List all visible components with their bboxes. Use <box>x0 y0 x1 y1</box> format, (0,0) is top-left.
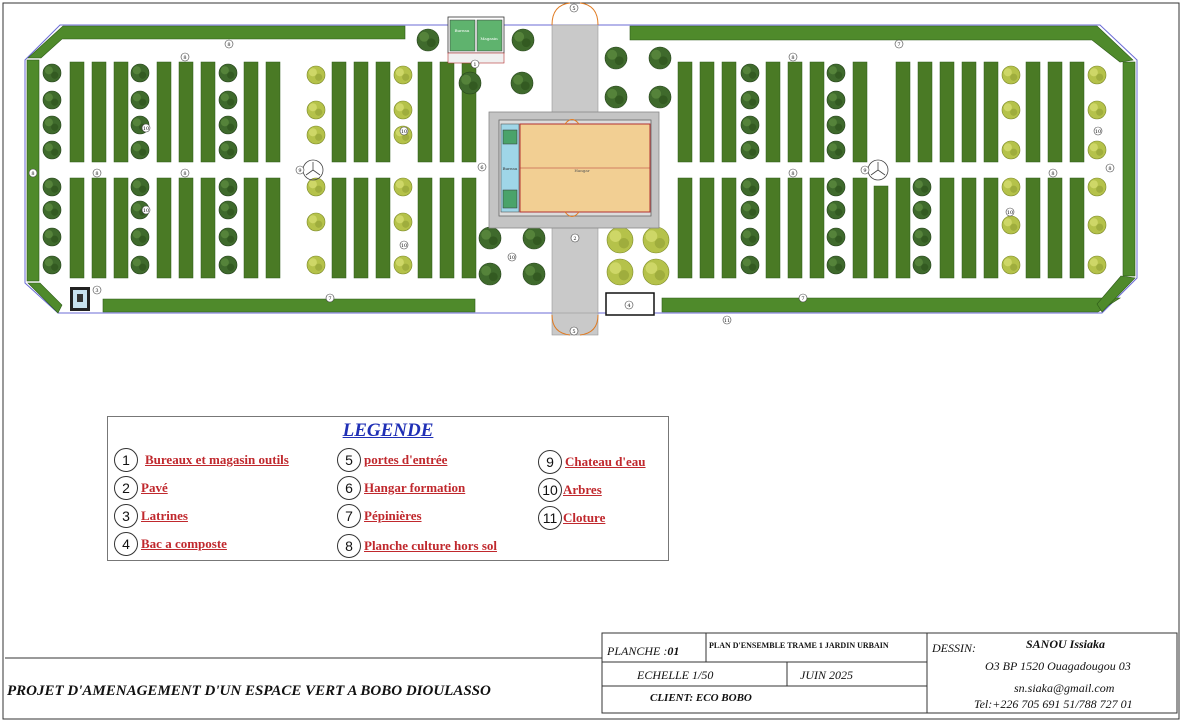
callout-marker <box>625 301 633 309</box>
callout-number: 8 <box>1051 171 1055 177</box>
hangar-building <box>499 120 651 217</box>
shrub-icon <box>394 101 412 119</box>
shrub-icon <box>1088 216 1106 234</box>
shrub-icon <box>307 66 325 84</box>
tree-icon <box>827 178 845 196</box>
tree-icon <box>741 64 759 82</box>
legend-label: Planche culture hors sol <box>364 538 498 553</box>
legend-number: 11 <box>538 506 562 530</box>
culture-bed <box>179 62 193 162</box>
callout-number: 11 <box>723 318 731 324</box>
callout-marker <box>181 53 189 61</box>
shrub-icon <box>1002 256 1020 274</box>
legend-label: Pavé <box>141 480 168 495</box>
tree-icon <box>131 141 149 159</box>
callout-marker <box>508 253 516 261</box>
callout-number: 8 <box>31 171 35 177</box>
tree-icon <box>131 256 149 274</box>
shrub-icon <box>307 126 325 144</box>
tree-icon <box>649 86 671 108</box>
culture-bed <box>853 178 867 278</box>
callout-number: 8 <box>791 55 795 61</box>
shrub-icon <box>1088 178 1106 196</box>
tree-icon <box>219 256 237 274</box>
callout-number: 6 <box>480 165 484 171</box>
shrub-icon <box>307 256 325 274</box>
tree-icon <box>219 141 237 159</box>
culture-bed <box>984 62 998 162</box>
legend-number: 3 <box>114 504 138 528</box>
culture-bed <box>788 62 802 162</box>
callout-number: 5 <box>572 329 576 335</box>
callout-number: 10 <box>508 255 516 261</box>
shrub-icon <box>607 227 633 253</box>
sheet-title: PLAN D'ENSEMBLE TRAME 1 JARDIN URBAIN <box>709 641 889 650</box>
callout-marker <box>296 166 304 174</box>
callout-number: 1 <box>473 62 477 68</box>
tree-icon <box>131 91 149 109</box>
author-phone: Tel:+226 705 691 51/788 727 01 <box>974 697 1133 711</box>
tree-icon <box>741 116 759 134</box>
culture-bed <box>940 62 954 162</box>
tree-icon <box>43 256 61 274</box>
legend-title: LEGENDE <box>342 420 434 441</box>
legend-number: 5 <box>337 448 361 472</box>
legend-number: 10 <box>538 478 562 502</box>
culture-bed <box>788 178 802 278</box>
callout-marker <box>723 316 731 324</box>
callout-number: 10 <box>400 129 408 135</box>
callout-marker <box>29 169 37 177</box>
culture-bed <box>853 62 867 162</box>
callout-marker <box>789 169 797 177</box>
callout-marker <box>400 241 408 249</box>
culture-bed <box>114 62 128 162</box>
culture-bed <box>678 62 692 162</box>
shrub-icon <box>607 259 633 285</box>
tree-icon <box>827 141 845 159</box>
dessin-label: DESSIN: <box>932 641 976 655</box>
callout-number: 10 <box>1006 210 1014 216</box>
legend-number: 9 <box>538 450 562 474</box>
culture-bed <box>1026 178 1040 278</box>
callout-number: 8 <box>183 171 187 177</box>
author-email: sn.siaka@gmail.com <box>1014 681 1115 695</box>
callout-number: 10 <box>1094 129 1102 135</box>
culture-bed <box>244 178 258 278</box>
client-text: CLIENT: ECO BOBO <box>650 692 752 704</box>
scale-text: ECHELLE 1/50 <box>637 668 714 682</box>
tree-icon <box>219 116 237 134</box>
tree-icon <box>741 91 759 109</box>
callout-number: 7 <box>328 296 332 302</box>
tree-icon <box>827 116 845 134</box>
culture-bed <box>354 178 368 278</box>
culture-bed <box>201 62 215 162</box>
callout-number: 4 <box>627 303 631 309</box>
legend-label: Hangar formation <box>364 480 466 495</box>
shrub-icon <box>1088 101 1106 119</box>
culture-bed <box>1026 62 1040 162</box>
project-title: PROJET D'AMENAGEMENT D'UN ESPACE VERT A BOBO DIOULASSO <box>7 683 491 699</box>
legend-label: Latrines <box>141 508 188 523</box>
tree-icon <box>741 228 759 246</box>
shrub-icon <box>1002 178 1020 196</box>
culture-bed <box>201 178 215 278</box>
tree-icon <box>523 263 545 285</box>
legend-label: portes d'entrée <box>364 452 448 467</box>
tree-icon <box>741 201 759 219</box>
planche-number: 01 <box>667 644 680 658</box>
date-text: JUIN 2025 <box>800 668 853 682</box>
callout-number: 3 <box>95 288 99 294</box>
callout-number: 7 <box>801 296 805 302</box>
shrub-icon <box>1088 256 1106 274</box>
callout-marker <box>570 4 578 12</box>
culture-bed <box>244 62 258 162</box>
tree-icon <box>43 141 61 159</box>
office-store-building <box>448 17 504 63</box>
callout-marker <box>142 206 150 214</box>
tree-icon <box>827 91 845 109</box>
callout-number: 9 <box>298 168 302 174</box>
tree-icon <box>479 263 501 285</box>
tree-icon <box>131 178 149 196</box>
culture-bed <box>1070 62 1084 162</box>
shrub-icon <box>643 259 669 285</box>
callout-marker <box>571 234 579 242</box>
callout-number: 10 <box>142 208 150 214</box>
shrub-icon <box>1088 141 1106 159</box>
culture-bed <box>1048 178 1062 278</box>
callout-number: 8 <box>95 171 99 177</box>
legend-number: 4 <box>114 532 138 556</box>
tree-icon <box>43 91 61 109</box>
culture-bed <box>157 178 171 278</box>
callout-number: 8 <box>227 42 231 48</box>
latrines <box>70 287 90 311</box>
tree-icon <box>827 201 845 219</box>
culture-bed <box>92 62 106 162</box>
tree-icon <box>417 29 439 51</box>
legend-number: 2 <box>114 476 138 500</box>
callout-marker <box>895 40 903 48</box>
culture-bed <box>678 178 692 278</box>
culture-bed <box>376 62 390 162</box>
culture-bed <box>722 178 736 278</box>
callout-marker <box>861 166 869 174</box>
callout-number: 7 <box>897 42 901 48</box>
callout-marker <box>1006 208 1014 216</box>
tree-icon <box>913 256 931 274</box>
culture-bed <box>962 178 976 278</box>
callout-number: 8 <box>791 171 795 177</box>
culture-bed <box>440 62 454 162</box>
tree-icon <box>43 116 61 134</box>
legend-item <box>114 531 227 557</box>
culture-bed <box>1070 178 1084 278</box>
legend-item <box>337 475 465 501</box>
office-room-label: Bureau <box>454 28 470 33</box>
shrub-icon <box>307 213 325 231</box>
culture-bed <box>376 178 390 278</box>
legend-number: 6 <box>337 476 361 500</box>
tree-icon <box>43 201 61 219</box>
tree-icon <box>605 47 627 69</box>
culture-bed <box>940 178 954 278</box>
callout-marker <box>1094 127 1102 135</box>
tree-icon <box>219 201 237 219</box>
shrub-icon <box>1002 141 1020 159</box>
callout-marker <box>400 127 408 135</box>
tree-icon <box>219 64 237 82</box>
legend-item <box>538 505 605 531</box>
culture-bed <box>918 62 932 162</box>
culture-bed <box>92 178 106 278</box>
legend-number: 1 <box>114 448 138 472</box>
legend-item <box>337 503 422 529</box>
tree-icon <box>219 91 237 109</box>
culture-bed <box>70 62 84 162</box>
legend-label: Bac a composte <box>141 536 227 551</box>
legend-item <box>538 477 602 503</box>
callout-marker <box>471 60 479 68</box>
author-name: SANOU Issiaka <box>1026 637 1106 651</box>
legend-label: Arbres <box>563 482 602 497</box>
shrub-icon <box>394 66 412 84</box>
office-label: Bureau <box>502 166 518 171</box>
culture-bed <box>418 178 432 278</box>
legend-item <box>114 475 168 501</box>
callout-marker <box>181 169 189 177</box>
culture-bed <box>354 62 368 162</box>
culture-bed <box>440 178 454 278</box>
culture-bed <box>332 62 346 162</box>
shrub-icon <box>394 213 412 231</box>
callout-number: 10 <box>400 243 408 249</box>
tree-icon <box>741 178 759 196</box>
tree-icon <box>43 64 61 82</box>
callout-marker <box>326 294 334 302</box>
culture-bed <box>984 178 998 278</box>
callout-number: 10 <box>142 126 150 132</box>
legend-label: Cloture <box>563 510 606 525</box>
callout-marker <box>1106 164 1114 172</box>
legend-item <box>337 447 447 473</box>
culture-bed <box>462 178 476 278</box>
legend-label: Bureaux et magasin outils <box>145 452 289 467</box>
shrub-icon <box>394 178 412 196</box>
tree-icon <box>827 256 845 274</box>
callout-number: 9 <box>863 168 867 174</box>
tree-icon <box>43 178 61 196</box>
callout-number: 5 <box>572 6 576 12</box>
tree-icon <box>512 29 534 51</box>
culture-bed <box>962 62 976 162</box>
culture-bed <box>896 62 910 162</box>
callout-marker <box>93 286 101 294</box>
tree-icon <box>913 201 931 219</box>
tree-icon <box>741 256 759 274</box>
culture-bed <box>157 62 171 162</box>
culture-bed <box>766 178 780 278</box>
tree-icon <box>913 228 931 246</box>
tree-icon <box>605 86 627 108</box>
legend-item <box>114 447 289 473</box>
callout-marker <box>799 294 807 302</box>
culture-bed <box>722 62 736 162</box>
legend-item <box>337 533 497 559</box>
callout-marker <box>1049 169 1057 177</box>
culture-bed <box>418 62 432 162</box>
culture-bed <box>766 62 780 162</box>
tree-icon <box>649 47 671 69</box>
culture-bed <box>332 178 346 278</box>
culture-bed <box>874 186 888 278</box>
legend-box <box>107 416 669 561</box>
callout-marker <box>789 53 797 61</box>
tree-icon <box>479 227 501 249</box>
culture-bed <box>700 178 714 278</box>
culture-bed <box>1048 62 1062 162</box>
shrub-icon <box>1002 216 1020 234</box>
culture-bed <box>896 178 910 278</box>
tree-icon <box>827 228 845 246</box>
tree-icon <box>523 227 545 249</box>
tree-icon <box>131 228 149 246</box>
callout-number: 2 <box>573 236 577 242</box>
culture-bed <box>700 62 714 162</box>
callout-number: 8 <box>1108 166 1112 172</box>
tree-icon <box>827 64 845 82</box>
culture-bed <box>266 62 280 162</box>
tree-icon <box>511 72 533 94</box>
tree-icon <box>741 141 759 159</box>
culture-bed <box>179 178 193 278</box>
tree-icon <box>43 228 61 246</box>
legend-item <box>538 449 646 475</box>
culture-bed <box>266 178 280 278</box>
callout-marker <box>142 124 150 132</box>
shrub-icon <box>1002 66 1020 84</box>
legend-label: Pépinières <box>364 508 422 523</box>
legend-number: 8 <box>337 534 361 558</box>
hangar-label: Hangar <box>574 168 590 173</box>
legend-label: Chateau d'eau <box>565 454 646 469</box>
tree-icon <box>219 228 237 246</box>
shrub-icon <box>1002 101 1020 119</box>
callout-marker <box>570 327 578 335</box>
tree-icon <box>913 178 931 196</box>
legend-number: 7 <box>337 504 361 528</box>
store-room-label: Magasin <box>480 36 498 41</box>
tree-icon <box>219 178 237 196</box>
culture-bed <box>114 178 128 278</box>
planche-label: PLANCHE : <box>607 644 668 658</box>
culture-bed <box>810 62 824 162</box>
legend-item <box>114 503 188 529</box>
callout-marker <box>478 163 486 171</box>
callout-marker <box>93 169 101 177</box>
shrub-icon <box>643 227 669 253</box>
shrub-icon <box>1088 66 1106 84</box>
culture-bed <box>70 178 84 278</box>
callout-number: 8 <box>183 55 187 61</box>
author-address: O3 BP 1520 Ouagadougou 03 <box>985 659 1131 673</box>
shrub-icon <box>307 101 325 119</box>
tree-icon <box>131 64 149 82</box>
shrub-icon <box>394 256 412 274</box>
callout-marker <box>225 40 233 48</box>
culture-bed <box>810 178 824 278</box>
shrub-icon <box>307 178 325 196</box>
planche-field <box>607 644 679 659</box>
tree-icon <box>459 72 481 94</box>
